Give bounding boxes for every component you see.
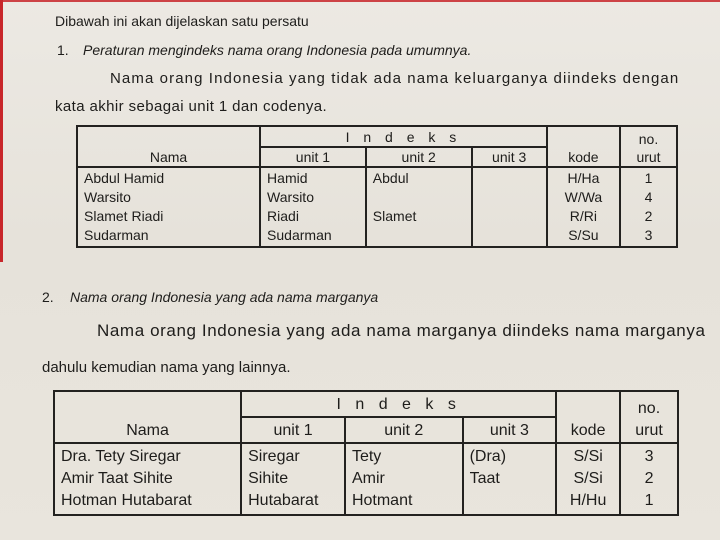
cell-unit1: Hutabarat — [248, 492, 319, 509]
cell-nama: Abdul Hamid — [84, 170, 165, 186]
section2-number: 2. — [42, 289, 54, 305]
cell-unit2: Hotmant — [351, 492, 413, 509]
header-unit1: unit 1 — [241, 417, 345, 443]
header-unit1: unit 1 — [260, 147, 366, 167]
cell-kode: H/Ha — [567, 170, 600, 186]
cell-kode: S/Su — [568, 227, 599, 243]
column-kode — [547, 167, 620, 247]
column-unit2 — [366, 167, 472, 247]
cell-unit2: Abdul — [372, 170, 409, 186]
cell-no-urut: 3 — [644, 448, 654, 465]
cell-no-urut: 2 — [644, 470, 654, 487]
cell-no-urut: 1 — [644, 170, 653, 186]
section1-paragraph-line1: Nama orang Indonesia yang tidak ada nama keluarganya diindeks dengan — [110, 70, 680, 87]
cell-no-urut: 4 — [644, 189, 653, 205]
header-no-urut-line1: no. — [637, 400, 661, 417]
header-no-urut — [620, 126, 677, 167]
section1-index-table — [76, 125, 678, 248]
cell-unit1: Riadi — [267, 208, 299, 224]
cell-nama: Warsito — [84, 189, 131, 205]
cell-unit2 — [373, 226, 465, 245]
header-indeks: I n d e k s — [241, 391, 556, 417]
section1-paragraph-line2: kata akhir sebagai unit 1 dan codenya. — [55, 98, 328, 115]
section1-number: 1. — [57, 42, 69, 58]
header-unit2: unit 2 — [366, 147, 472, 167]
cell-unit1: Siregar — [248, 448, 300, 465]
cell-unit1: Warsito — [267, 189, 314, 205]
column-nama — [77, 167, 260, 247]
header-no-urut-line1: no. — [638, 131, 659, 147]
cell-unit3 — [470, 490, 550, 512]
header-no-urut — [620, 391, 678, 443]
cell-nama: Amir Taat Sihite — [61, 470, 173, 487]
cell-unit2 — [373, 188, 465, 207]
cell-unit2: Amir — [351, 470, 385, 487]
cell-kode: W/Wa — [564, 189, 603, 205]
cell-unit2: Slamet — [372, 208, 417, 224]
cell-nama: Sudarman — [84, 227, 149, 243]
red-border-top — [0, 0, 720, 2]
section2-paragraph-line2: dahulu kemudian nama yang lainnya. — [42, 359, 291, 376]
header-no-urut-line2: urut — [635, 422, 663, 439]
header-unit2: unit 2 — [345, 417, 463, 443]
red-border-left — [0, 0, 3, 262]
header-nama: Nama — [54, 391, 241, 443]
section1-heading: Peraturan mengindeks nama orang Indonesia pada umumnya. — [83, 42, 472, 58]
column-unit1 — [260, 167, 366, 247]
column-unit3 — [472, 167, 547, 247]
cell-kode: S/Si — [573, 448, 603, 465]
cell-unit2: Tety — [351, 448, 382, 465]
header-kode: kode — [556, 391, 620, 443]
cell-no-urut: 2 — [644, 208, 653, 224]
column-unit1 — [241, 443, 345, 515]
header-no-urut-line2: urut — [636, 149, 661, 165]
cell-unit1: Hamid — [267, 170, 308, 186]
cell-no-urut: 3 — [644, 227, 653, 243]
column-unit2 — [345, 443, 463, 515]
section2-heading: Nama orang Indonesia yang ada nama marganya — [70, 289, 379, 305]
cell-unit1: Sudarman — [267, 227, 332, 243]
header-unit3: unit 3 — [463, 417, 557, 443]
cell-kode: R/Ri — [569, 208, 598, 224]
cell-nama: Dra. Tety Siregar — [61, 448, 181, 465]
section2-index-table — [53, 390, 679, 516]
section2-paragraph-line1: Nama orang Indonesia yang ada nama marganya diindeks nama marganya — [97, 321, 706, 340]
cell-kode: S/Si — [573, 470, 603, 487]
cell-unit3: Taat — [469, 470, 500, 487]
header-kode: kode — [547, 126, 620, 167]
column-unit3 — [463, 443, 557, 515]
cell-nama: Hotman Hutabarat — [61, 492, 192, 509]
cell-nama: Slamet Riadi — [84, 208, 164, 224]
column-nama — [54, 443, 241, 515]
column-kode — [556, 443, 620, 515]
cell-unit1: Sihite — [248, 470, 289, 487]
column-no-urut — [620, 167, 677, 247]
intro-text: Dibawah ini akan dijelaskan satu persatu — [55, 13, 309, 29]
cell-kode: H/Hu — [569, 492, 607, 509]
header-indeks: I n d e k s — [260, 126, 547, 147]
column-no-urut — [620, 443, 678, 515]
cell-no-urut: 1 — [644, 492, 654, 509]
header-nama: Nama — [77, 126, 260, 167]
header-unit3: unit 3 — [472, 147, 547, 167]
cell-unit3: (Dra) — [469, 448, 507, 465]
